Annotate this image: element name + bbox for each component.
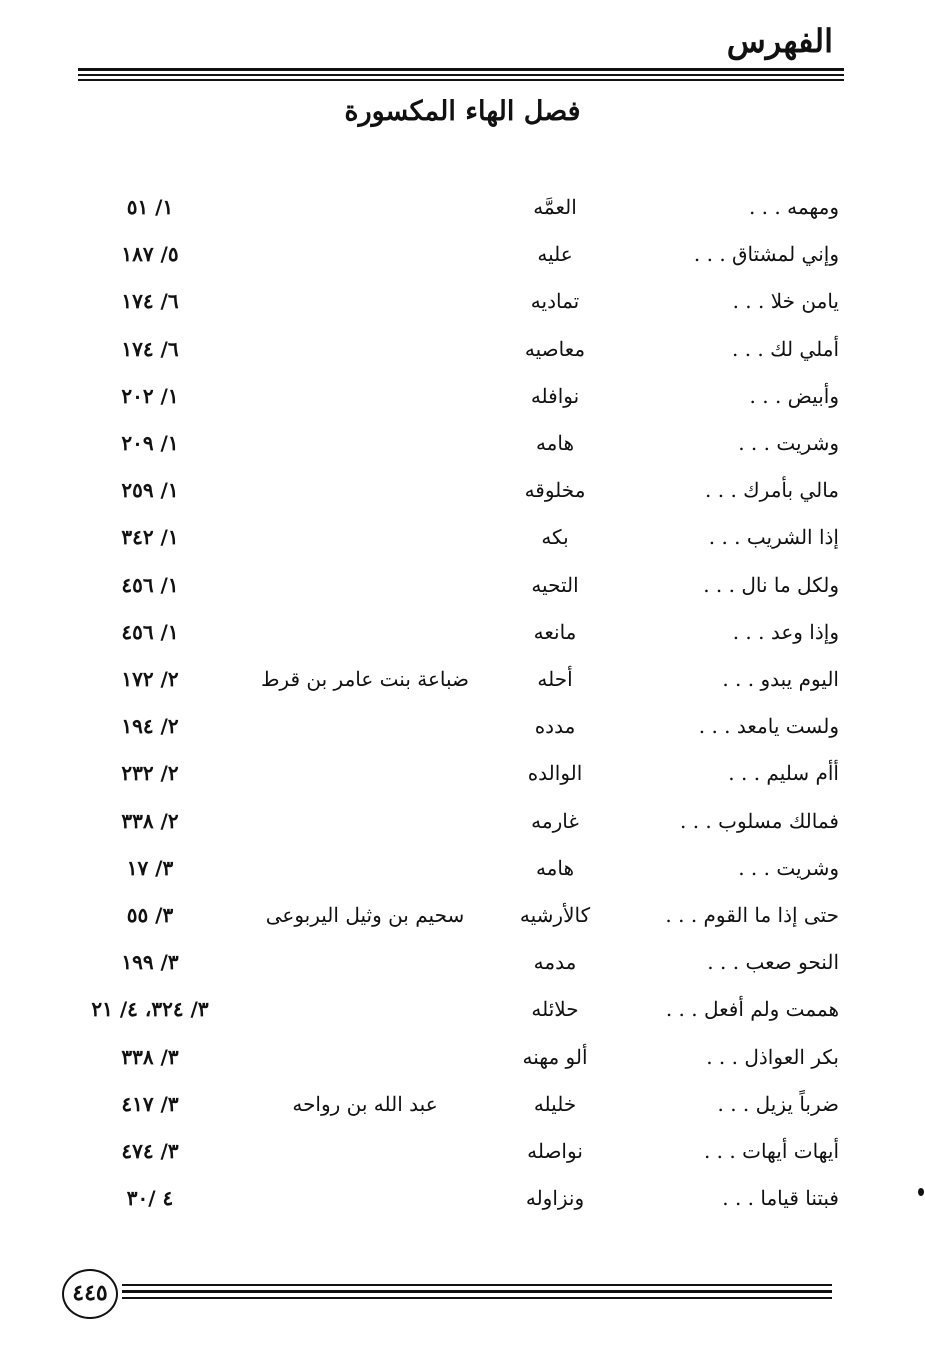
- index-entry-row: [0, 992, 925, 1040]
- section-title: فصل الهاء المكسورة: [344, 96, 581, 127]
- volume-page-ref: ٣/ ١٩٩: [121, 950, 179, 975]
- index-entry-row: [0, 804, 925, 852]
- volume-page-ref: ٥/ ١٨٧: [121, 242, 179, 267]
- rhyme-word: العمَّه: [533, 195, 577, 219]
- index-entry-row: [0, 520, 925, 568]
- volume-page-ref: ١/ ٣٤٢: [121, 525, 179, 550]
- volume-page-ref: ٢/ ١٩٤: [121, 714, 179, 739]
- rhyme-word: أحله: [537, 667, 573, 691]
- volume-page-ref: ١/ ٤٥٦: [121, 572, 179, 597]
- header-rule: [78, 68, 844, 71]
- rhyme-word: التحيه: [531, 572, 579, 597]
- rhyme-word: هامه: [535, 855, 575, 880]
- verse-opening: ولكل ما نال . . .: [703, 572, 839, 597]
- volume-page-ref: ٣/ ١٧: [126, 855, 174, 880]
- header-rule: [78, 79, 844, 81]
- volume-page-ref: ٦/ ١٧٤: [121, 336, 179, 361]
- volume-page-ref: ٣/ ٤١٧: [121, 1091, 179, 1116]
- verse-opening: ومهمه . . .: [748, 195, 839, 219]
- verse-opening: فمالك مسلوب . . .: [679, 808, 839, 833]
- volume-page-ref: ٣/ ٣٢٤، ٤/ ٢١: [91, 997, 209, 1022]
- volume-page-ref: ١/ ٤٥٦: [121, 619, 179, 644]
- rhyme-word: هامه: [535, 431, 575, 455]
- rhyme-word: مانعه: [533, 619, 577, 644]
- verse-opening: وإني لمشتاق . . .: [693, 242, 839, 267]
- index-entry-row: [0, 615, 925, 663]
- header-rule: [78, 74, 844, 76]
- volume-page-ref: ٦/ ١٧٤: [121, 289, 179, 314]
- index-entry-row: [0, 473, 925, 521]
- rhyme-word: نواصله: [527, 1139, 583, 1163]
- verse-opening: وإذا وعد . . .: [732, 619, 839, 644]
- verse-opening: ضرباً يزيل . . .: [717, 1091, 839, 1116]
- volume-page-ref: ١/ ٢٥٩: [121, 478, 179, 503]
- volume-page-ref: ٣/ ٣٣٨: [121, 1044, 179, 1069]
- footer-rule: [122, 1284, 832, 1286]
- verse-opening: وشريت . . .: [738, 855, 839, 880]
- verse-opening: أملي لك . . .: [731, 336, 839, 361]
- rhyme-word: الوالده: [527, 761, 583, 786]
- running-head: الفهرس: [726, 22, 833, 60]
- rhyme-word: خليله: [533, 1091, 577, 1116]
- index-entry-row: [0, 709, 925, 757]
- index-entry-row: [0, 945, 925, 993]
- index-entry-row: [0, 426, 925, 474]
- verse-opening: ولست يامعد . . .: [698, 714, 839, 739]
- verse-opening: وأبيض . . .: [749, 383, 839, 408]
- index-entry-row: [0, 190, 925, 238]
- verse-opening: النحو صعب . . .: [707, 950, 839, 975]
- rhyme-word: ونزاوله: [525, 1186, 585, 1211]
- verse-opening: يامن خلا . . .: [732, 289, 839, 314]
- index-entry-row: [0, 1134, 925, 1182]
- rhyme-word: معاصيه: [524, 336, 586, 361]
- rhyme-word: مخلوقه: [524, 478, 586, 503]
- index-entry-row: [0, 662, 925, 710]
- verse-opening: إذا الشريب . . .: [708, 525, 839, 550]
- index-entry-row: [0, 237, 925, 285]
- index-entry-row: [0, 1087, 925, 1135]
- volume-page-ref: ١/ ٢٠٩: [121, 431, 179, 455]
- index-entry-row: [0, 568, 925, 616]
- rhyme-word: كالأرشيه: [519, 903, 591, 927]
- index-entry-row: [0, 332, 925, 380]
- index-entry-row: [0, 379, 925, 427]
- page-number: ٤٤٥: [62, 1269, 118, 1319]
- poet-name: سحيم بن وثيل اليربوعى: [265, 903, 465, 927]
- volume-page-ref: ٣/ ٥٥: [126, 903, 174, 927]
- verse-opening: أيهات أيهات . . .: [703, 1139, 839, 1163]
- rhyme-word: ألو مهنه: [522, 1044, 588, 1069]
- index-entry-row: [0, 756, 925, 804]
- index-entry-row: [0, 1040, 925, 1088]
- verse-opening: وشريت . . .: [738, 431, 839, 455]
- rhyme-word: نوافله: [530, 383, 580, 408]
- rhyme-word: تماديه: [530, 289, 580, 314]
- verse-opening: فبتنا قياما . . .: [722, 1186, 839, 1211]
- volume-page-ref: ١/ ٢٠٢: [121, 383, 179, 408]
- footer-rule: [122, 1290, 832, 1293]
- verse-opening: أأم سليم . . .: [728, 761, 839, 786]
- volume-page-ref: ٤ /٣٠: [126, 1186, 174, 1211]
- rhyme-word: عليه: [537, 242, 573, 267]
- margin-mark: [918, 1188, 924, 1196]
- footer-rule: [122, 1297, 832, 1299]
- volume-page-ref: ٣/ ٤٧٤: [121, 1139, 179, 1163]
- index-entry-row: [0, 851, 925, 899]
- index-entry-row: [0, 284, 925, 332]
- poet-name: عبد الله بن رواحه: [292, 1091, 438, 1116]
- volume-page-ref: ٢/ ٣٣٨: [121, 808, 179, 833]
- volume-page-ref: ١/ ٥١: [126, 195, 174, 219]
- verse-opening: حتى إذا ما القوم . . .: [665, 903, 839, 927]
- rhyme-word: مدمه: [533, 950, 577, 975]
- verse-opening: مالي بأمرك . . .: [705, 478, 839, 503]
- rhyme-word: غارمه: [531, 808, 579, 833]
- volume-page-ref: ٢/ ١٧٢: [121, 667, 179, 691]
- volume-page-ref: ٢/ ٢٣٢: [121, 761, 179, 786]
- index-entry-row: [0, 898, 925, 946]
- index-entry-row: [0, 1181, 925, 1229]
- verse-opening: اليوم يبدو . . .: [722, 667, 839, 691]
- rhyme-word: مدده: [534, 714, 576, 739]
- rhyme-word: حلائله: [531, 997, 579, 1022]
- poet-name: ضباعة بنت عامر بن قرط: [260, 667, 470, 691]
- rhyme-word: بكه: [541, 525, 569, 550]
- verse-opening: بكر العواذل . . .: [706, 1044, 839, 1069]
- verse-opening: هممت ولم أفعل . . .: [665, 997, 839, 1022]
